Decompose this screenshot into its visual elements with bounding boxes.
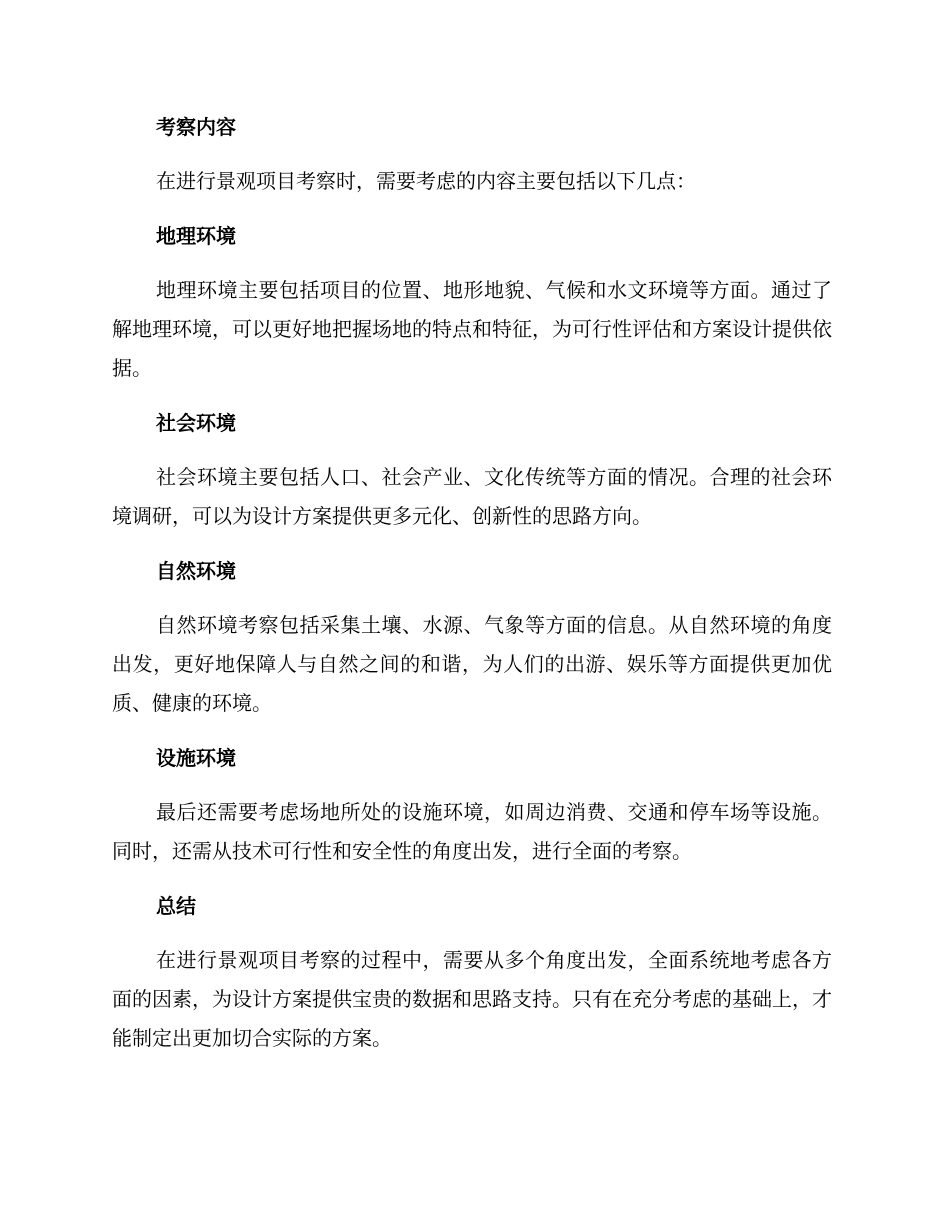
spacer bbox=[112, 255, 832, 271]
document-body bbox=[112, 108, 832, 1058]
section-paragraph-facility-environment: 最后还需要考虑场地所处的设施环境，如周边消费、交通和停车场等设施。同时，还需从技术可行性和安全性的角度出发，进行全面的考察。 bbox=[112, 800, 832, 863]
section-heading-social-environment: 社会环境 bbox=[156, 411, 236, 435]
section-paragraph-summary: 在进行景观项目考察的过程中，需要从多个角度出发，全面系统地考虑各方面的因素，为设计方案提供宝贵的数据和思路支持。只有在充分考虑的基础上，才能制定出更加切合实际的方案。 bbox=[112, 948, 832, 1050]
spacer bbox=[112, 146, 832, 162]
section-paragraph-social-environment: 社会环境主要包括人口、社会产业、文化传统等方面的情况。合理的社会环境调研，可以为设计方案提供更多元化、创新性的思路方向。 bbox=[112, 465, 832, 528]
section-heading-geographic-environment: 地理环境 bbox=[156, 224, 236, 248]
section-heading-facility-environment: 设施环境 bbox=[156, 746, 236, 770]
spacer bbox=[112, 442, 832, 458]
spacer bbox=[112, 925, 832, 941]
spacer bbox=[112, 388, 832, 404]
spacer bbox=[112, 536, 832, 552]
spacer bbox=[112, 590, 832, 606]
spacer bbox=[112, 723, 832, 739]
spacer bbox=[112, 871, 832, 887]
spacer bbox=[112, 201, 832, 217]
section-paragraph-geographic-environment: 地理环境主要包括项目的位置、地形地貌、气候和水文环境等方面。通过了解地理环境，可以更好地把握场地的特点和特征，为可行性评估和方案设计提供依据。 bbox=[112, 278, 832, 380]
section-paragraph-natural-environment: 自然环境考察包括采集土壤、水源、气象等方面的信息。从自然环境的角度出发，更好地保障人与自然之间的和谐，为人们的出游、娱乐等方面提供更加优质、健康的环境。 bbox=[112, 613, 832, 715]
section-paragraph-inspection-content: 在进行景观项目考察时，需要考虑的内容主要包括以下几点： bbox=[156, 169, 696, 193]
spacer bbox=[112, 777, 832, 793]
section-heading-summary: 总结 bbox=[156, 894, 196, 918]
section-heading-natural-environment: 自然环境 bbox=[156, 559, 236, 583]
section-heading-inspection-content: 考察内容 bbox=[156, 115, 236, 139]
